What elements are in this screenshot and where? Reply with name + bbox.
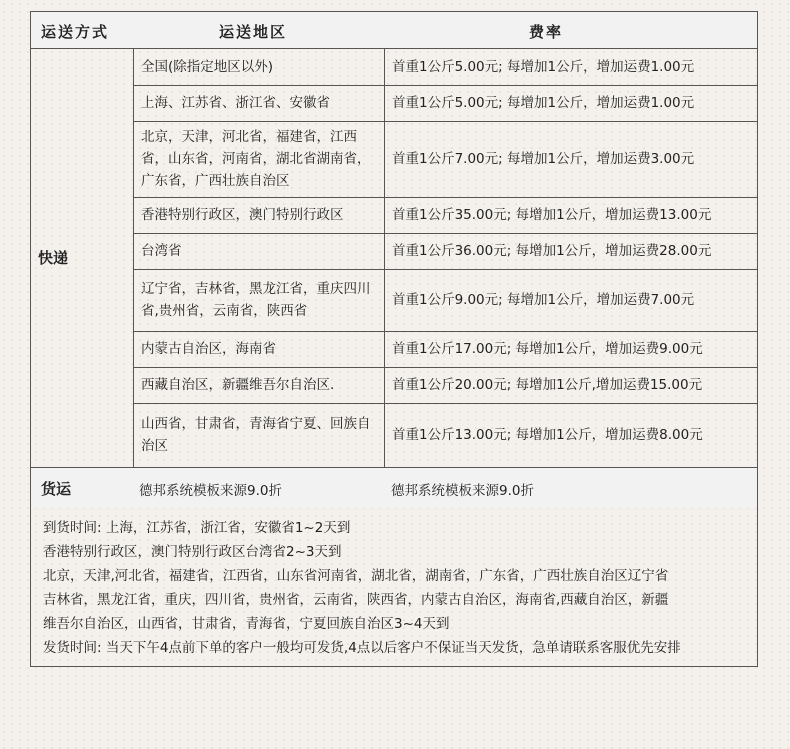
table-row	[31, 367, 757, 403]
region-cell: 山西省，甘肃省，青海省宁夏、回族自治区	[134, 403, 385, 467]
header-region: 运送地区	[219, 23, 288, 41]
note-line: 到货时间: 上海，江苏省，浙江省，安徽省1~2天到	[43, 520, 351, 536]
fee-cell: 首重1公斤13.00元; 每增加1公斤，增加运费8.00元	[385, 403, 758, 467]
note-line: 北京，天津,河北省，福建省，江西省，山东省河南省，湖北省，湖南省，广东省，广西壮族自治区辽宁省	[43, 568, 669, 584]
region-cell: 北京，天津，河北省，福建省，江西省，山东省，河南省，湖北省湖南省，广东省，广西壮族自治区	[134, 121, 385, 197]
fee-cell: 首重1公斤7.00元; 每增加1公斤，增加运费3.00元	[385, 121, 758, 197]
note-line: 吉林省，黑龙江省，重庆，四川省，贵州省，云南省，陕西省，内蒙古自治区，海南省,西藏自治区，新疆	[43, 592, 669, 608]
fee-cell: 首重1公斤17.00元; 每增加1公斤，增加运费9.00元	[385, 331, 758, 367]
table-row	[31, 269, 757, 331]
note-line: 香港特别行政区，澳门特别行政区台湾省2~3天到	[43, 544, 342, 560]
region-cell: 上海、江苏省、浙江省、安徽省	[134, 85, 385, 121]
fee-cell: 首重1公斤5.00元; 每增加1公斤，增加运费1.00元	[385, 49, 758, 85]
header-method: 运送方式	[41, 23, 110, 41]
freight-rate-1: 德邦系统模板来源9.0折	[139, 483, 282, 499]
fee-cell: 首重1公斤36.00元; 每增加1公斤，增加运费28.00元	[385, 233, 758, 269]
fee-cell: 首重1公斤20.00元; 每增加1公斤,增加运费15.00元	[385, 367, 758, 403]
fee-cell: 首重1公斤9.00元; 每增加1公斤，增加运费7.00元	[385, 269, 758, 331]
header-fee: 费率	[529, 23, 564, 41]
table-row	[31, 121, 757, 197]
table-row	[31, 233, 757, 269]
table-row	[31, 331, 757, 367]
fee-cell: 首重1公斤35.00元; 每增加1公斤，增加运费13.00元	[385, 197, 758, 233]
freight-notes	[31, 508, 757, 666]
table-row	[31, 49, 757, 85]
note-line: 发货时间: 当天下午4点前下单的客户一般均可发货,4点以后客户不保证当天发货，急单请联系客服优先安排	[43, 640, 681, 656]
table-row	[31, 197, 757, 233]
note-line: 维吾尔自治区，山西省，甘肃省，青海省，宁夏回族自治区3~4天到	[43, 616, 450, 632]
region-cell: 台湾省	[134, 233, 385, 269]
fee-cell: 首重1公斤5.00元; 每增加1公斤，增加运费1.00元	[385, 85, 758, 121]
region-cell: 内蒙古自治区，海南省	[134, 331, 385, 367]
freight-header	[31, 468, 757, 508]
table-row	[31, 403, 757, 467]
table-row	[31, 85, 757, 121]
region-cell: 全国(除指定地区以外)	[134, 49, 385, 85]
freight-section	[31, 467, 757, 666]
region-cell: 香港特别行政区，澳门特别行政区	[134, 197, 385, 233]
region-cell: 西藏自治区，新疆维吾尔自治区.	[134, 367, 385, 403]
express-table	[31, 49, 757, 467]
freight-rate-2: 德邦系统模板来源9.0折	[391, 483, 534, 499]
freight-method: 货运	[41, 480, 72, 498]
table-header	[31, 12, 757, 49]
express-method: 快递	[31, 49, 134, 467]
region-cell: 辽宁省，吉林省，黑龙江省，重庆四川省,贵州省，云南省，陕西省	[134, 269, 385, 331]
shipping-table	[30, 11, 758, 667]
